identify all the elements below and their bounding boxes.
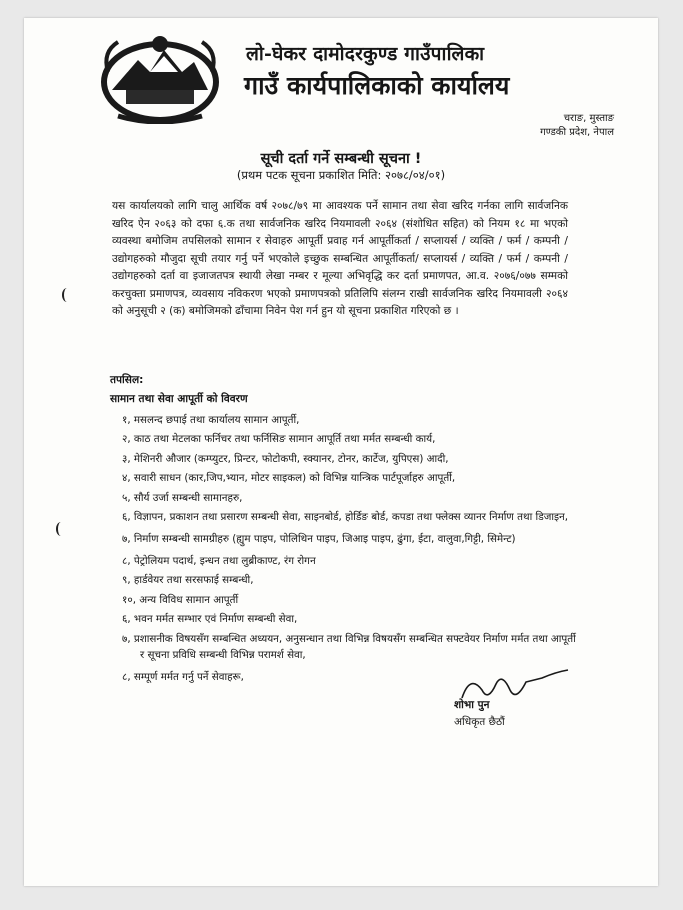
address-line: गण्डकी प्रदेश, नेपाल [540, 127, 614, 138]
signatory-designation: अधिकृत छैठौं [454, 716, 505, 728]
list-item: ६, भवन मर्मत सम्भार एवं निर्माण सम्बन्धी सेवा, [122, 613, 298, 626]
list-item: ९, हार्डवेयर तथा सरसफाई सम्बन्धी, [122, 574, 254, 587]
list-item: २, काठ तथा मेटलका फर्निचर तथा फर्निसिङ सामान आपूर्ति तथा मर्मत सम्बन्धी कार्य, [122, 433, 436, 446]
list-item: १, मसलन्द छपाई तथा कार्यालय सामान आपूर्ती, [122, 414, 300, 426]
notice-body: यस कार्यालयको लागि चालु आर्थिक वर्ष २०७८/७९ मा आवश्यक पर्ने सामान तथा सेवा खरिद गर्नका लागि सार्वजनिक खरिद ऐन २०६३ को दफा ६.क तथा सार्वजनिक खरिद नियमावली २०६४ (संशोधित सहित) को नियम १८ मा भएको व्यवस्था बमोजिम तपसिलको सामान र सेवाहरु आपूर्ती प्रवाह गर्न आपूर्तीकर्ता / सप्लायर्स / व्यक्ति / फर्म / कम्पनी / उद्योगहरुको मौजुदा सूची तयार गर्नु पर्ने भएकोले इच्छुक सम्बन्धित आपूर्तीकर्ता/ सप्लायर्स / व्यक्ति / फर्म / कम्पनी / उद्योगहरुको दर्ता वा इजाजतपत्र स्थायी लेखा नम्बर र मूल्या अभिवृद्धि कर दर्ता प्रमाणपत, आ.व. २०७६/०७७ सम्मको करचुक्ता प्रमाणपत्र, व्यवसाय नविकरण भएको प्रमाणपत्रको प्रतिलिपि संलग्न राखी सार्वजनिक खरिद नियमावली २०६४ को अनुसूची २ (क) बमोजिमको ढाँचामा निवेन पेश गर्न हुन यो सूचना प्रकाशित गरिएको छ । [112, 200, 568, 317]
signatory-name: शोभा पुन [454, 699, 490, 711]
list-item: ४, सवारी साधन (कार,जिप,भ्यान, मोटर साइकल) को विभिन्न यान्त्रिक पार्टपूर्जाहरु आपूर्ती, [122, 472, 456, 485]
tapsil-label: तपसिल: [110, 374, 144, 386]
list-item: ७, निर्माण सम्बन्धी सामग्रीहरु (ह्युम पाइप, पोलिथिन पाइप, जिआइ पाइप, ढुंगा, ईटा, वालुवा,गिट्टी, सिमेन्ट) [122, 532, 516, 545]
list-item: ३, मेशिनरी औजार (कम्प्युटर, प्रिन्टर, फोटोकपी, स्क्यानर, टोनर, कार्टेज, युपिएस) आदी, [122, 452, 449, 465]
document-page [24, 18, 658, 886]
list-item: ८, पेट्रोलियम पदार्थ, इन्धन तथा लुब्रीकाण्ट, रंग रोगन [122, 554, 316, 567]
list-item: ७, प्रशासनीक विषयसँग सम्बन्धित अध्ययन, अनुसन्धान तथा विभिन्न विषयसँग सम्बन्धित सफ्टवेयर निर्माण मर्मत तथा आपूर्ती र सूचना प्रविधि सम्बन्धी विभिन्न परामर्श सेवा, [122, 632, 576, 661]
nepal-emblem-icon [98, 32, 222, 124]
punch-hole-mark [56, 522, 66, 536]
list-item: ६, विज्ञापन, प्रकाशन तथा प्रसारण सम्बन्धी सेवा, साइनबोर्ड, होर्डिङ बोर्ड, कपडा तथा फ्लेक्स व्यानर निर्माण तथा डिजाइन, [122, 510, 569, 523]
list-heading: सामान तथा सेवा आपूर्ती को विवरण [110, 393, 248, 405]
address-block [540, 112, 614, 140]
notice-title: सूची दर्ता गर्ने सम्बन्धी सूचना ! [260, 151, 422, 167]
list-item: १०, अन्य विविध सामान आपूर्ती [122, 593, 239, 606]
address-line: चराङ, मुस्ताङ [563, 113, 614, 124]
list-item: ८, सम्पूर्ण मर्मत गर्नु पर्ने सेवाहरू, [122, 670, 244, 683]
municipality-name: लो-घेकर दामोदरकुण्ड गाउँपालिका [246, 43, 485, 65]
office-name: गाउँ कार्यपालिकाको कार्यालय [244, 71, 510, 100]
supply-list [122, 412, 576, 688]
notice-subtitle: (प्रथम पटक सूचना प्रकाशित मिति: २०७८/०४/०१) [236, 168, 446, 182]
list-item: ५, सौर्य उर्जा सम्बन्धी सामानहरु, [122, 491, 243, 504]
punch-hole-mark [62, 288, 72, 302]
